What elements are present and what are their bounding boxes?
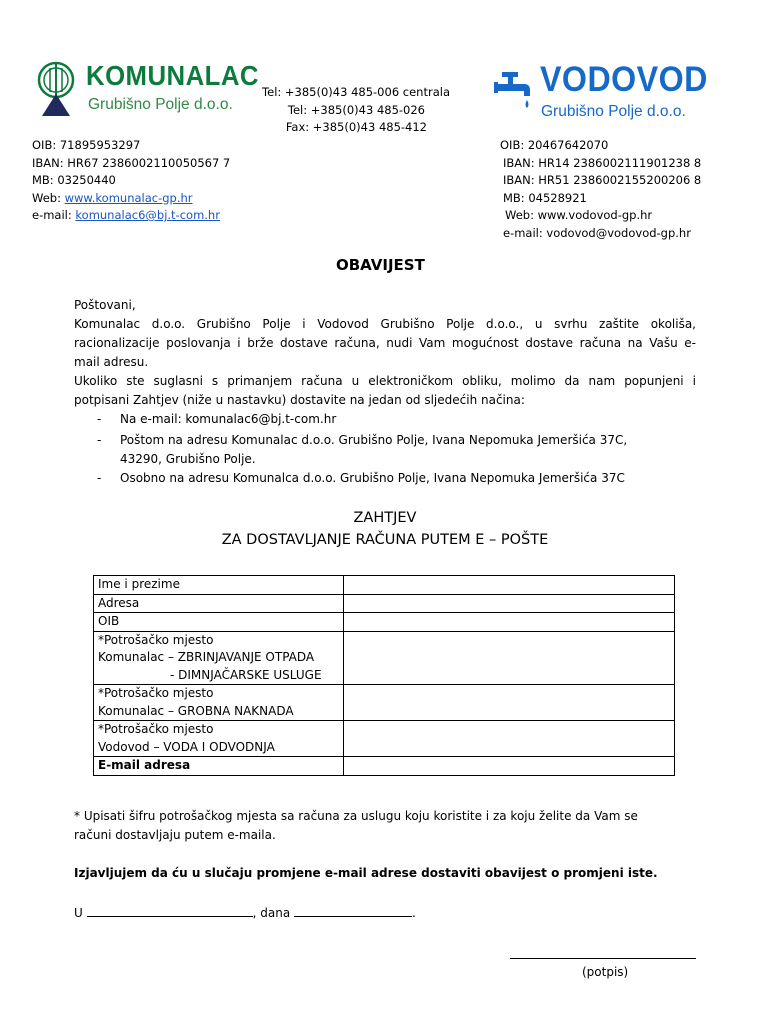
komunalac-info xyxy=(32,137,230,225)
request-subtitle: ZA DOSTAVLJANJE RAČUNA PUTEM E – POŠTE xyxy=(221,532,549,548)
fax: Fax: +385(0)43 485-412 xyxy=(285,120,427,134)
place-field[interactable] xyxy=(87,904,253,917)
komunalac-iban: IBAN: HR67 2386002110050567 7 xyxy=(32,155,231,170)
vodovod-iban-1: IBAN: HR14 2386002111901238 8 xyxy=(503,155,702,170)
signature-label: (potpis) xyxy=(582,965,629,979)
phone-main: Tel: +385(0)43 485-006 centrala xyxy=(262,85,450,99)
date-field[interactable] xyxy=(294,904,412,917)
delivery-options xyxy=(97,410,697,490)
table-row xyxy=(94,594,675,613)
address-field[interactable] xyxy=(344,594,675,613)
footnote: * Upisati šifru potrošačkog mjesta sa računa za uslugu koju koristite i za koju želite da Vam se računi dostavljaju putem e-maila. xyxy=(74,809,638,842)
vodovod-web: Web: www.vodovod-gp.hr xyxy=(505,208,653,222)
field-label: Adresa xyxy=(94,594,344,613)
table-row xyxy=(94,576,675,595)
contact-block xyxy=(250,84,450,137)
consumption-point-waste-field[interactable] xyxy=(344,631,675,685)
request-form-table xyxy=(93,575,675,776)
field-label: *Potrošačko mjesto Komunalac – GROBNA NAKNADA xyxy=(94,685,344,721)
table-row xyxy=(94,685,675,721)
komunalac-logo-subtitle: Grubišno Polje d.o.o. xyxy=(88,96,233,113)
consumption-point-water-field[interactable] xyxy=(344,721,675,757)
vodovod-email: e-mail: vodovod@vodovod-gp.hr xyxy=(503,225,691,240)
komunalac-mb: MB: 03250440 xyxy=(32,173,116,187)
vodovod-info xyxy=(500,137,701,242)
para1-line: Komunalac d.o.o. Grubišno Polje i Vodovod Grubišno Polje d.o.o., u svrhu zaštite okoliša, xyxy=(74,317,696,331)
komunalac-email-link[interactable]: komunalac6@bj.t-com.hr xyxy=(75,208,220,222)
table-row xyxy=(94,631,675,685)
email-field[interactable] xyxy=(344,757,675,776)
komunalac-web: Web: www.komunalac-gp.hr xyxy=(32,190,193,205)
field-label: *Potrošačko mjesto Vodovod – VODA I ODVODNJA xyxy=(94,721,344,757)
notice-body xyxy=(74,296,696,410)
list-item: - Poštom na adresu Komunalac d.o.o. Grubišno Polje, Ivana Nepomuka Jemeršića 37C, 43290, Grubišno Polje. xyxy=(97,433,628,466)
list-item: - Na e-mail: komunalac6@bj.t-com.hr xyxy=(97,412,337,426)
oib-field[interactable] xyxy=(344,613,675,632)
name-field[interactable] xyxy=(344,576,675,595)
list-item: - Osobno na adresu Komunalca d.o.o. Grubišno Polje, Ivana Nepomuka Jemeršića 37C xyxy=(97,471,625,485)
vodovod-logo-subtitle: Grubišno Polje d.o.o. xyxy=(541,103,686,120)
vodovod-iban-2: IBAN: HR51 2386002155200206 8 xyxy=(503,173,702,187)
para2-line: Ukoliko ste suglasni s primanjem računa u elektroničkom obliku, molimo da nam popunjeni i xyxy=(74,374,696,388)
consumption-point-grave-field[interactable] xyxy=(344,685,675,721)
vodovod-logo-name: VODOVOD xyxy=(540,60,708,99)
signature-line[interactable] xyxy=(510,958,696,959)
komunalac-logo xyxy=(36,60,259,118)
vodovod-oib: OIB: 20467642070 xyxy=(500,138,609,152)
place-date-line: U , dana . xyxy=(74,906,416,920)
declaration: Izjavljujem da ću u slučaju promjene e-mail adrese dostaviti obavijest o promjeni iste. xyxy=(74,866,658,880)
para2-line: potpisani Zahtjev (niže u nastavku) dostavite na jedan od sljedećih načina: xyxy=(74,393,525,407)
vodovod-logo xyxy=(494,60,714,126)
phone-secondary: Tel: +385(0)43 485-026 xyxy=(287,102,425,117)
request-title: ZAHTJEV xyxy=(353,510,417,526)
komunalac-web-link[interactable]: www.komunalac-gp.hr xyxy=(64,190,193,205)
notice-title: OBAVIJEST xyxy=(336,256,425,274)
komunalac-email: e-mail: komunalac6@bj.t-com.hr xyxy=(32,208,220,222)
komunalac-logo-name: KOMUNALAC xyxy=(86,60,259,91)
table-row xyxy=(94,613,675,632)
greeting: Poštovani, xyxy=(74,298,136,312)
komunalac-oib: OIB: 71895953297 xyxy=(32,138,141,152)
vodovod-mb: MB: 04528921 xyxy=(503,190,587,205)
komunalac-emblem-icon xyxy=(36,60,76,118)
table-row xyxy=(94,721,675,757)
para1-line: racionalizacije poslovanja i brže dostave računa, nudi Vam mogućnost dostave računa na Vašu e- xyxy=(74,336,696,350)
field-label: E-mail adresa xyxy=(94,757,344,776)
field-label: Ime i prezime xyxy=(94,576,344,595)
field-label: *Potrošačko mjesto Komunalac – ZBRINJAVANJE OTPADA - DIMNJAČARSKE USLUGE xyxy=(94,631,344,685)
water-tap-icon xyxy=(494,70,536,114)
table-row xyxy=(94,757,675,776)
para1-line: mail adresu. xyxy=(74,355,149,369)
field-label: OIB xyxy=(94,613,344,632)
